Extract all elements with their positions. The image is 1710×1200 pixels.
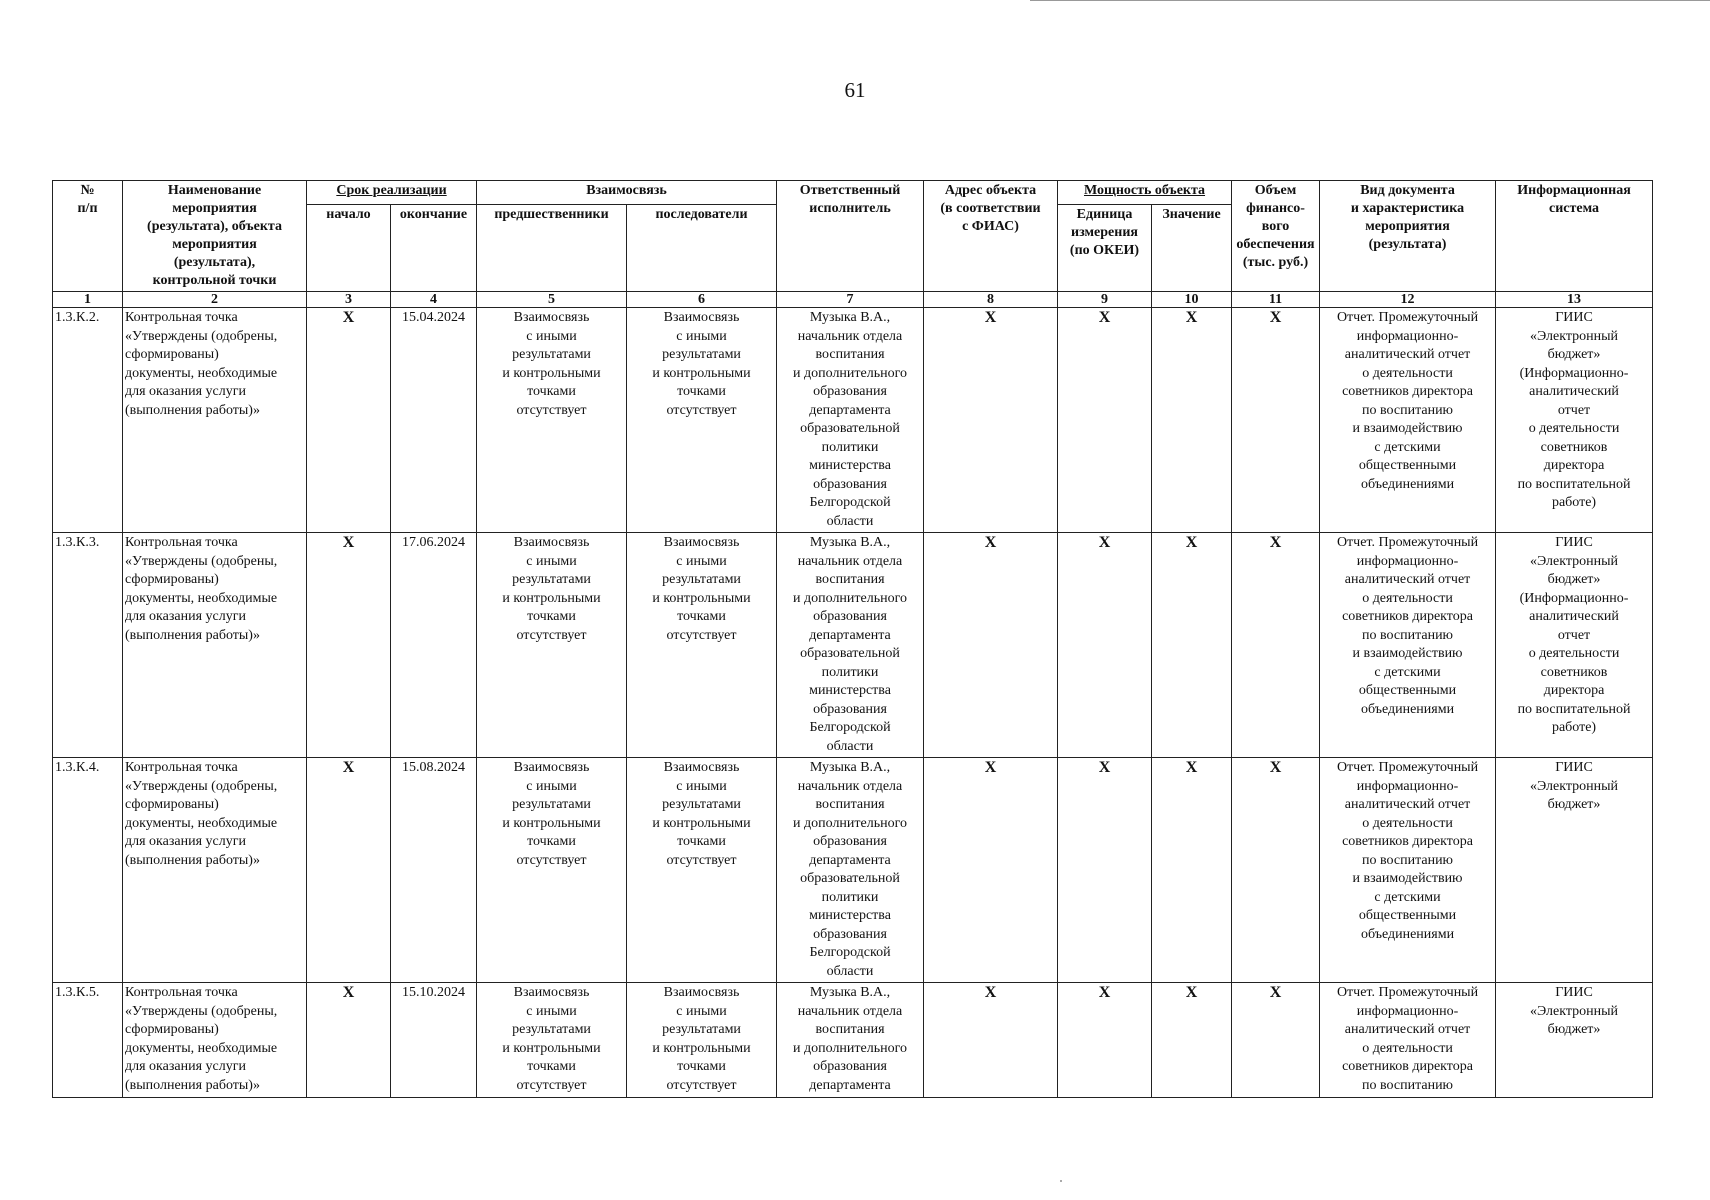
- text-line: бюджет»: [1547, 1022, 1601, 1037]
- header-capacity-group: Мощность объекта: [1058, 181, 1232, 205]
- text-line: контрольной точки: [152, 273, 277, 288]
- text-line: образования: [813, 476, 887, 492]
- text-line: (в соответствии: [940, 201, 1041, 216]
- text-line: Отчет. Промежуточный: [1336, 535, 1479, 550]
- text-line: и контрольными: [502, 590, 601, 606]
- text-line: Музыка В.А.,: [809, 985, 891, 1000]
- text-line: объединениями: [1360, 926, 1455, 942]
- row-end: 15.10.2024: [391, 983, 477, 1098]
- row-info-system: [1496, 983, 1653, 1098]
- text-line: мероприятия: [172, 237, 257, 252]
- text-line: документы, необходимые: [125, 365, 278, 381]
- column-number: 8: [924, 292, 1058, 308]
- row-end: 17.06.2024: [391, 533, 477, 758]
- scan-speck: [1060, 1180, 1062, 1182]
- table-row: [53, 983, 1653, 1098]
- text-line: результатами: [662, 572, 741, 587]
- text-line: с иными: [676, 328, 727, 344]
- header-term-group: Срок реализации: [307, 181, 477, 205]
- row-id: 1.3.К.4.: [53, 758, 123, 983]
- text-line: образования: [813, 384, 887, 399]
- text-line: объединениями: [1360, 701, 1455, 717]
- text-line: министерства: [809, 908, 891, 923]
- text-line: мероприятия: [1365, 219, 1450, 234]
- text-line: о деятельности: [1362, 1040, 1453, 1056]
- column-number: 7: [777, 292, 924, 308]
- text-line: информационно-: [1356, 778, 1459, 794]
- text-line: ГИИС: [1555, 310, 1593, 325]
- header-term-start: начало: [307, 205, 391, 292]
- row-start: X: [307, 533, 391, 758]
- text-line: Информационная: [1517, 183, 1631, 198]
- row-info-system: [1496, 533, 1653, 758]
- text-line: о деятельности: [1528, 646, 1620, 661]
- row-start: X: [307, 983, 391, 1098]
- text-line: Взаимосвязь: [513, 535, 590, 550]
- row-responsible: [777, 983, 924, 1098]
- text-line: точками: [677, 609, 726, 624]
- text-line: Музыка В.А.,: [809, 760, 891, 775]
- row-successors: [627, 758, 777, 983]
- header-term-end: окончание: [391, 205, 477, 292]
- text-line: Контрольная точка: [125, 310, 238, 325]
- text-line: области: [826, 513, 874, 529]
- text-line: отсутствует: [516, 627, 587, 643]
- text-line: департамента: [809, 402, 891, 418]
- page-number: 61: [844, 78, 866, 102]
- text-line: финансо-: [1246, 201, 1305, 216]
- text-line: для оказания услуги: [125, 834, 246, 849]
- text-line: аналитический: [1529, 609, 1619, 624]
- text-line: сформированы): [125, 347, 219, 362]
- text-line: Взаимосвязь: [513, 760, 590, 775]
- text-line: советников: [1540, 664, 1608, 680]
- text-line: образования: [813, 1059, 887, 1074]
- text-line: Единица: [1076, 207, 1133, 222]
- text-line: Взаимосвязь: [513, 310, 590, 325]
- text-line: объединениями: [1360, 476, 1455, 492]
- column-number: 1: [53, 292, 123, 308]
- row-start: X: [307, 308, 391, 533]
- row-responsible: [777, 533, 924, 758]
- text-line: бюджет»: [1547, 347, 1601, 362]
- text-line: области: [826, 963, 874, 979]
- text-line: образовательной: [800, 421, 900, 436]
- text-line: (выполнения работы)»: [125, 627, 260, 643]
- column-number: 4: [391, 292, 477, 308]
- text-line: Белгородской: [809, 495, 891, 510]
- text-line: результатами: [662, 347, 741, 362]
- text-line: с ФИАС): [962, 219, 1019, 234]
- text-line: отсутствует: [516, 1077, 587, 1093]
- text-line: аналитический отчет: [1344, 1022, 1471, 1037]
- text-line: с детскими: [1374, 439, 1441, 455]
- text-line: измерения: [1071, 225, 1138, 240]
- text-line: вого: [1261, 219, 1290, 234]
- text-line: и взаимодействию: [1352, 871, 1463, 886]
- text-line: «Электронный: [1529, 553, 1619, 569]
- top-rule: [1030, 0, 1710, 1]
- text-line: №: [80, 183, 95, 198]
- text-line: о деятельности: [1528, 421, 1620, 436]
- text-line: области: [826, 738, 874, 754]
- row-predecessors: [477, 758, 627, 983]
- text-line: и контрольными: [652, 1040, 751, 1056]
- text-line: воспитания: [815, 1022, 885, 1037]
- text-line: информационно-: [1356, 1003, 1459, 1019]
- text-line: о деятельности: [1362, 365, 1453, 381]
- text-line: документы, необходимые: [125, 1040, 278, 1056]
- text-line: (по ОКЕИ): [1069, 243, 1140, 258]
- text-line: политики: [821, 889, 879, 905]
- text-line: департамента: [809, 852, 891, 868]
- column-number: 13: [1496, 292, 1653, 308]
- text-line: и контрольными: [502, 815, 601, 831]
- text-line: результатами: [662, 1022, 741, 1037]
- text-line: и дополнительного: [793, 815, 907, 831]
- text-line: (Информационно-: [1519, 365, 1629, 381]
- row-id: 1.3.К.3.: [53, 533, 123, 758]
- text-line: «Утверждены (одобрены,: [125, 1003, 278, 1019]
- text-line: Взаимосвязь: [663, 535, 740, 550]
- text-line: сформированы): [125, 797, 219, 812]
- text-line: с иными: [526, 553, 577, 569]
- text-line: обеспечения: [1236, 237, 1315, 252]
- table-body: [53, 308, 1653, 1098]
- text-line: отчет: [1557, 402, 1591, 418]
- row-responsible: [777, 308, 924, 533]
- text-line: бюджет»: [1547, 797, 1601, 812]
- text-line: точками: [677, 384, 726, 399]
- text-line: и взаимодействию: [1352, 421, 1463, 436]
- text-line: образования: [813, 609, 887, 624]
- text-line: «Утверждены (одобрены,: [125, 778, 278, 794]
- text-line: Объем: [1254, 183, 1297, 198]
- header-financing: [1232, 181, 1320, 292]
- text-line: общественными: [1358, 683, 1457, 698]
- row-name: [123, 308, 307, 533]
- text-line: аналитический отчет: [1344, 347, 1471, 362]
- text-line: политики: [821, 439, 879, 455]
- row-doc-type: [1320, 533, 1496, 758]
- text-line: результатами: [512, 347, 591, 362]
- text-line: и контрольными: [502, 365, 601, 381]
- text-line: для оказания услуги: [125, 1059, 246, 1074]
- header-doc-type: [1320, 181, 1496, 292]
- text-line: Отчет. Промежуточный: [1336, 985, 1479, 1000]
- text-line: с иными: [676, 778, 727, 794]
- text-line: министерства: [809, 458, 891, 473]
- text-line: бюджет»: [1547, 572, 1601, 587]
- row-end: 15.04.2024: [391, 308, 477, 533]
- text-line: сформированы): [125, 1022, 219, 1037]
- table-row: [53, 308, 1653, 533]
- text-line: (выполнения работы)»: [125, 402, 260, 418]
- text-line: образовательной: [800, 871, 900, 886]
- text-line: для оказания услуги: [125, 609, 246, 624]
- text-line: воспитания: [815, 797, 885, 812]
- text-line: образования: [813, 926, 887, 942]
- text-line: начальник отдела: [797, 778, 903, 794]
- header-number: [53, 181, 123, 292]
- text-line: воспитания: [815, 347, 885, 362]
- row-value: X: [1152, 983, 1232, 1098]
- row-doc-type: [1320, 983, 1496, 1098]
- text-line: образования: [813, 834, 887, 849]
- header-name: [123, 181, 307, 292]
- text-line: министерства: [809, 683, 891, 698]
- text-line: результатами: [512, 797, 591, 812]
- header-capacity-value: Значение: [1152, 205, 1232, 292]
- row-financing: X: [1232, 308, 1320, 533]
- text-line: общественными: [1358, 458, 1457, 473]
- column-number: 12: [1320, 292, 1496, 308]
- text-line: (выполнения работы)»: [125, 1077, 260, 1093]
- text-line: отчет: [1557, 627, 1591, 643]
- row-id: 1.3.К.5.: [53, 983, 123, 1098]
- text-line: (Информационно-: [1519, 590, 1629, 606]
- text-line: Контрольная точка: [125, 760, 238, 775]
- text-line: мероприятия: [172, 201, 257, 216]
- text-line: с иными: [526, 1003, 577, 1019]
- row-id: 1.3.К.2.: [53, 308, 123, 533]
- text-line: Контрольная точка: [125, 535, 238, 550]
- text-line: «Электронный: [1529, 328, 1619, 344]
- column-number: 11: [1232, 292, 1320, 308]
- row-name: [123, 758, 307, 983]
- row-address: X: [924, 983, 1058, 1098]
- text-line: Отчет. Промежуточный: [1336, 760, 1479, 775]
- text-line: информационно-: [1356, 553, 1459, 569]
- text-line: сформированы): [125, 572, 219, 587]
- text-line: Контрольная точка: [125, 985, 238, 1000]
- text-line: начальник отдела: [797, 328, 903, 344]
- text-line: исполнитель: [809, 201, 891, 216]
- text-line: советников директора: [1342, 384, 1473, 399]
- text-line: советников директора: [1342, 834, 1473, 849]
- text-line: с иными: [526, 328, 577, 344]
- text-line: по воспитательной: [1517, 701, 1631, 717]
- text-line: с детскими: [1374, 664, 1441, 680]
- text-line: аналитический отчет: [1344, 797, 1471, 812]
- text-line: работе): [1551, 495, 1597, 510]
- row-doc-type: [1320, 308, 1496, 533]
- text-line: точками: [527, 609, 576, 624]
- text-line: воспитания: [815, 572, 885, 587]
- text-line: советников директора: [1342, 609, 1473, 624]
- text-line: начальник отдела: [797, 1003, 903, 1019]
- text-line: (выполнения работы)»: [125, 852, 260, 868]
- text-line: директора: [1543, 458, 1605, 473]
- column-number: 6: [627, 292, 777, 308]
- text-line: Взаимосвязь: [663, 310, 740, 325]
- row-unit: X: [1058, 308, 1152, 533]
- text-line: отсутствует: [666, 627, 737, 643]
- row-financing: X: [1232, 533, 1320, 758]
- text-line: точками: [677, 834, 726, 849]
- text-line: о деятельности: [1362, 815, 1453, 831]
- text-line: Наименование: [167, 183, 262, 198]
- text-line: политики: [821, 664, 879, 680]
- plan-table-container: [52, 180, 1652, 1098]
- row-unit: X: [1058, 758, 1152, 983]
- text-line: и контрольными: [502, 1040, 601, 1056]
- text-line: и характеристика: [1350, 201, 1465, 216]
- row-successors: [627, 983, 777, 1098]
- text-line: точками: [527, 1059, 576, 1074]
- text-line: с детскими: [1374, 889, 1441, 905]
- text-line: п/п: [77, 201, 98, 216]
- text-line: Музыка В.А.,: [809, 310, 891, 325]
- text-line: результатами: [512, 572, 591, 587]
- row-predecessors: [477, 983, 627, 1098]
- table-row: [53, 758, 1653, 983]
- text-line: департамента: [809, 627, 891, 643]
- text-line: и контрольными: [652, 365, 751, 381]
- text-line: департамента: [809, 1077, 891, 1093]
- text-line: документы, необходимые: [125, 815, 278, 831]
- text-line: образовательной: [800, 646, 900, 661]
- column-number: 5: [477, 292, 627, 308]
- row-address: X: [924, 758, 1058, 983]
- text-line: система: [1549, 201, 1600, 216]
- text-line: «Электронный: [1529, 778, 1619, 794]
- header-info-system: [1496, 181, 1653, 292]
- text-line: отсутствует: [666, 852, 737, 868]
- text-line: и контрольными: [652, 815, 751, 831]
- column-number: 2: [123, 292, 307, 308]
- column-number: 9: [1058, 292, 1152, 308]
- text-line: по воспитательной: [1517, 476, 1631, 492]
- text-line: документы, необходимые: [125, 590, 278, 606]
- text-line: (результата),: [173, 255, 256, 270]
- text-line: по воспитанию: [1362, 852, 1454, 868]
- plan-table: [52, 180, 1653, 1098]
- row-end: 15.08.2024: [391, 758, 477, 983]
- row-financing: X: [1232, 758, 1320, 983]
- row-name: [123, 533, 307, 758]
- text-line: Вид документа: [1360, 183, 1455, 198]
- text-line: Адрес объекта: [944, 183, 1037, 198]
- column-number: 3: [307, 292, 391, 308]
- text-line: отсутствует: [666, 1077, 737, 1093]
- row-unit: X: [1058, 533, 1152, 758]
- header-address: [924, 181, 1058, 292]
- row-address: X: [924, 308, 1058, 533]
- text-line: начальник отдела: [797, 553, 903, 569]
- text-line: аналитический отчет: [1344, 572, 1471, 587]
- text-line: информационно-: [1356, 328, 1459, 344]
- text-line: советников: [1540, 439, 1608, 455]
- header-link-group: Взаимосвязь: [477, 181, 777, 205]
- text-line: Взаимосвязь: [513, 985, 590, 1000]
- text-line: и контрольными: [652, 590, 751, 606]
- text-line: отсутствует: [666, 402, 737, 418]
- text-line: и дополнительного: [793, 1040, 907, 1056]
- text-line: «Электронный: [1529, 1003, 1619, 1019]
- text-line: директора: [1543, 683, 1605, 698]
- text-line: Белгородской: [809, 945, 891, 960]
- text-line: с иными: [526, 778, 577, 794]
- text-line: Ответственный: [799, 183, 901, 198]
- text-line: общественными: [1358, 908, 1457, 923]
- text-line: по воспитанию: [1362, 627, 1454, 643]
- row-doc-type: [1320, 758, 1496, 983]
- text-line: работе): [1551, 720, 1597, 735]
- row-successors: [627, 308, 777, 533]
- row-value: X: [1152, 758, 1232, 983]
- text-line: результатами: [512, 1022, 591, 1037]
- text-line: и дополнительного: [793, 590, 907, 606]
- text-line: по воспитанию: [1362, 1077, 1454, 1093]
- text-line: точками: [677, 1059, 726, 1074]
- text-line: с иными: [676, 553, 727, 569]
- text-line: Взаимосвязь: [663, 985, 740, 1000]
- header-capacity-unit: [1058, 205, 1152, 292]
- text-line: по воспитанию: [1362, 402, 1454, 418]
- header-link-pred: предшественники: [477, 205, 627, 292]
- header-responsible: [777, 181, 924, 292]
- row-unit: X: [1058, 983, 1152, 1098]
- row-start: X: [307, 758, 391, 983]
- text-line: (тыс. руб.): [1242, 255, 1309, 270]
- row-financing: X: [1232, 983, 1320, 1098]
- text-line: «Утверждены (одобрены,: [125, 553, 278, 569]
- text-line: точками: [527, 834, 576, 849]
- text-line: Отчет. Промежуточный: [1336, 310, 1479, 325]
- text-line: отсутствует: [516, 402, 587, 418]
- row-value: X: [1152, 308, 1232, 533]
- text-line: точками: [527, 384, 576, 399]
- text-line: с иными: [676, 1003, 727, 1019]
- row-predecessors: [477, 308, 627, 533]
- row-info-system: [1496, 758, 1653, 983]
- text-line: Музыка В.А.,: [809, 535, 891, 550]
- text-line: аналитический: [1529, 384, 1619, 399]
- text-line: ГИИС: [1555, 985, 1593, 1000]
- text-line: Белгородской: [809, 720, 891, 735]
- row-address: X: [924, 533, 1058, 758]
- text-line: ГИИС: [1555, 760, 1593, 775]
- text-line: отсутствует: [516, 852, 587, 868]
- text-line: о деятельности: [1362, 590, 1453, 606]
- table-header: [53, 181, 1653, 308]
- text-line: для оказания услуги: [125, 384, 246, 399]
- text-line: ГИИС: [1555, 535, 1593, 550]
- row-predecessors: [477, 533, 627, 758]
- text-line: (результата): [1368, 237, 1447, 252]
- column-number: 10: [1152, 292, 1232, 308]
- text-line: результатами: [662, 797, 741, 812]
- row-value: X: [1152, 533, 1232, 758]
- text-line: советников директора: [1342, 1059, 1473, 1074]
- table-row: [53, 533, 1653, 758]
- row-responsible: [777, 758, 924, 983]
- row-successors: [627, 533, 777, 758]
- text-line: образования: [813, 701, 887, 717]
- row-name: [123, 983, 307, 1098]
- column-number-row: [53, 292, 1653, 308]
- text-line: и дополнительного: [793, 365, 907, 381]
- header-link-succ: последователи: [627, 205, 777, 292]
- text-line: и взаимодействию: [1352, 646, 1463, 661]
- text-line: (результата), объекта: [147, 219, 282, 234]
- text-line: «Утверждены (одобрены,: [125, 328, 278, 344]
- row-info-system: [1496, 308, 1653, 533]
- text-line: Взаимосвязь: [663, 760, 740, 775]
